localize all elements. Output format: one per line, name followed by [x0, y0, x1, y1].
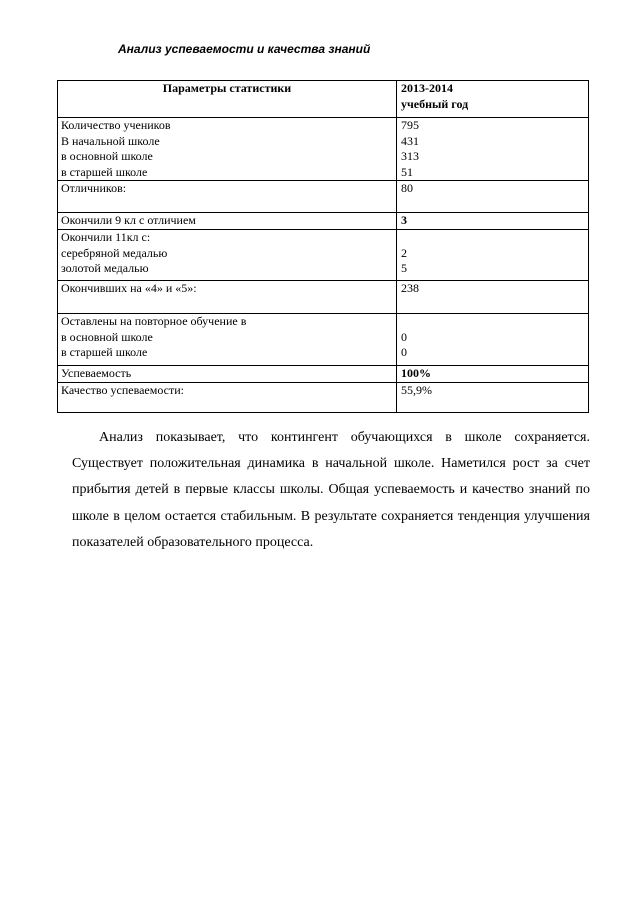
table-row: [58, 366, 589, 383]
students-senior-label: в старшей школе: [61, 164, 148, 179]
students-total-label: Количество учеников: [61, 118, 171, 132]
table-header-row: [58, 81, 589, 118]
header-parameters: [58, 81, 397, 118]
students-middle-label: в основной школе: [61, 149, 153, 163]
repeat-empty-line: [401, 314, 584, 330]
students-label-cell: [58, 118, 397, 181]
students-middle-value: 313: [401, 149, 419, 163]
table-row: [58, 181, 589, 213]
table-row: [58, 230, 589, 281]
progress-label: Успеваемость: [58, 366, 397, 383]
repeat-senior-label: в старшей школе: [61, 345, 148, 359]
repeat-middle-value: 0: [401, 329, 407, 344]
grade9-honors-label: Окончили 9 кл с отличием: [58, 213, 397, 230]
statistics-table: [57, 80, 589, 413]
students-senior-value: 51: [401, 164, 413, 179]
good-grades-label: Окончивших на «4» и «5»:: [58, 281, 397, 314]
medals-gold-label: золотой медалью: [61, 261, 149, 275]
header-year: [397, 81, 589, 118]
header-year-line1: 2013-2014: [401, 81, 453, 95]
table-row: [58, 213, 589, 230]
analysis-paragraph: Анализ показывает, что контингент обучающихся в школе сохраняется. Существует положительная динамика в начальной школе. Наметился рост за счет прибытия детей в первые классы школы. Общая успеваемость и качество знаний по школе в целом остается стабильным. В результате сохраняется тенденция улучшения показателей образовательного процесса.: [72, 430, 590, 550]
good-grades-value: 238: [397, 281, 589, 314]
table-row: [58, 314, 589, 366]
excellent-value: 80: [397, 181, 589, 213]
table-row: [58, 118, 589, 181]
students-primary-label: В начальной школе: [61, 133, 160, 148]
medals-silver-label: серебряной медалью: [61, 245, 168, 260]
header-year-line2: учебный год: [401, 96, 469, 111]
medals-empty-line: [401, 230, 584, 246]
repeat-intro-label: Оставлены на повторное обучение в: [61, 314, 247, 328]
quality-label: Качество успеваемости:: [58, 383, 397, 413]
repeat-middle-label: в основной школе: [61, 329, 153, 344]
excellent-label: Отличников:: [58, 181, 397, 213]
table-row: [58, 383, 589, 413]
header-parameters-label: Параметры статистики: [162, 81, 292, 95]
repeat-senior-value: 0: [401, 345, 407, 359]
medals-value-cell: [397, 230, 589, 281]
table-row: [58, 281, 589, 314]
students-total-value: 795: [401, 118, 419, 132]
students-value-cell: [397, 118, 589, 181]
grade9-honors-value: 3: [397, 213, 589, 230]
students-primary-value: 431: [401, 133, 419, 148]
medals-label-cell: [58, 230, 397, 281]
document-title: Анализ успеваемости и качества знаний: [118, 42, 371, 56]
repeat-label-cell: [58, 314, 397, 366]
progress-value: 100%: [397, 366, 589, 383]
repeat-value-cell: [397, 314, 589, 366]
quality-value: 55,9%: [397, 383, 589, 413]
medals-silver-value: 2: [401, 245, 407, 260]
medals-intro-label: Окончили 11кл с:: [61, 230, 151, 244]
medals-gold-value: 5: [401, 261, 407, 275]
